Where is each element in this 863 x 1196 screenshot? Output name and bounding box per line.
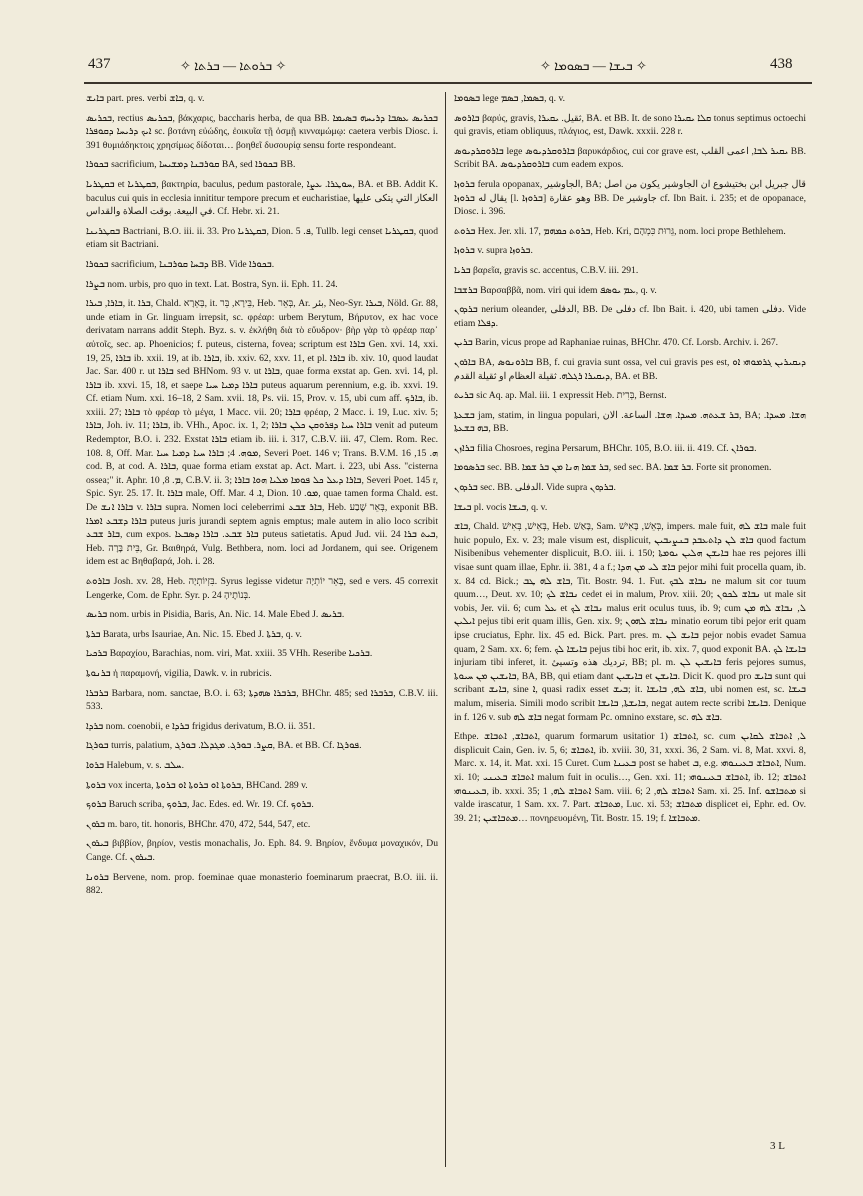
dictionary-entry: ܒܪܝܐ βαρεῖα, gravis sc. accentus, C.B.V. iii. 291. — [454, 264, 639, 276]
dictionary-entry: ܒܪܘܬܐ vox incerta, ܒܪܘܬܐ ܐܘ ܒܪܘܬܐ ܐܘ ܒܪܘܬܐ, BHCand. 289 v. — [86, 779, 308, 791]
dictionary-entry: ܒܪܘܬ Hex. Jer. xli. 17, ܒܪܘܬ ܟܡܗܡ, Heb. Kri, גֵּרוּת כִּמְהָם, nom. loci prope Bethlehem. — [454, 225, 786, 237]
left-page-number: 437 — [88, 56, 111, 72]
dictionary-entry: ܒܪܢܘܬܐ ἡ παραμονή, vigilia, Dawk. v. in rubricis. — [86, 667, 272, 679]
dictionary-entry: ܒܪܕܐ nom. coenobii, e ܒܪܕܐ frigidus derivatum, B.O. ii. 351. — [86, 720, 316, 732]
dictionary-entry: ܒܪܬܐ Barata, urbs Isauriae, An. Nic. 15. Ebed J. ܒܪܬܐ, q. v. — [86, 628, 302, 640]
dictionary-entry: ܒܐܪܐ, ܒܝܪܐ, it. ܒܪܐ, Chald. בְּאֵרָא, it. בֵּירָא, בֵּר, Heb. בְּאֵר, Ar. بئر, Neo-Syr. ܒܝܪܐ, Nöld. Gr. 88, unde etiam in Gr. linguam irrepsit, sc. φρέαρ: urbem Berytum, Βήρυτον, ex hac voce derivatam narrans addit Steph. Byz. s. v. ἐκλήθη διὰ τὸ εὔυδρον· βὴρ γὰρ τὸ φρέαρ παρ᾽ αὐτοῖς, sec. ap. Phoenicios; f. puteus, cisterna, fovea; scriptum est ܒܐܪܐ Gen. xvi. 14, xxi. 19, 25, ܒܐܪܐ ib. xxii. 19, at ib. ܒܐܪܐ, ib. xxiv. 62, xxv. 11, et pl. ܒܐܪܐ ib. xiv. 10, quod laudat Jac. Sar. 400 r. ut ܒܐܪܐ sed BHNom. 93 v. ut ܒܐܪܐ, quae forma exstat ap. Gen. xvi. 14, pl. ܒܐܪܐ ib. xxvi. 15, 18, et saepe ܒܐܪܐ ܕܡܝܐ ܚܝܐ puteus aquarum perennium, e.g. ib. xxvi. 19. Cf. etiam Num. xxi. 16–18, 2 Sam. xvii. 18, Ps. vii. 15, Prov. v. 15, ubi cum aff. ܒܐܪܟ, ib. xxiii. 27; ܒܐܪܐ τὸ φρέαρ τὸ μέγα, 1 Macc. vii. 20; ܒܐܪܐ φρέαρ, 2 Macc. i. 19, Luc. xiv. 5; ܒܐܪܐ, Joh. iv. 11; ܒܐܪܐ, ib. VHh., Apoc. ix. 1, 2; ܒܐܪܐ ܚܝܐ ܕܦܪܘܩܢ ܟܠܢ ܒܐܪܐ venit ad puteum Redemptor, B.O. i. 232. Exstat ܒܐܪܐ etiam ib. iii. i. 317, C.B.V. iii. 47, Clem. Rom. Rec. 108. 8, Off. Mar. ܡܘܗ. 4; ܒܐܪܐ ܚܝܐ ܕܡܝܐ ܚܝܐ, Severi Poet. 146 v; Trans. B.V.M. ܗ. 15, 16 cod. B, at cod. A. ܒܐܪܐ, quae forma etiam exstat ap. Act. Mart. i. 223, ubi Ass. "cisterna ossea;" it. Aphr. ܡ. 8, 10, C.B.V. ii. 3; ܒܐܪܐ ܕܥܠ ܟܠ ܦܘܡܐ ܡܠܝܐ ܗܘܐ ܒܐܪܐ, Severi Poet. 145 r, Spic. Syr. 25. 17. It. ܒܐܪܐ male, Off. Mar. ܐ. 4, Dion. ܡܘ. 10, quae tamen forma Chald. est. De ܒܐܪܐ ܐܢܫ v. ܒܐܪܐ supra. Nomen loci celeberrimi ܒܐܪ ܫܒܥ, Heb. בְּאֵר שֶׁבַע, exponit BB. ܒܐܪܐ ܕܫܒܥ ܐܡܪܐ puteus juris jurandi septem agnis emptus; male autem in alio loco scribit ܒܐܪ ܫܒܥ, cum expos. ܒܐܪ ܫܒܥ. ܒܐܪܐ ܕܣܒܥܐ puteus satietatis. Apud Jud. vii. 24 ܒܝܬ ܒܪܐ, Heb. בֵּית בָּרָה, Gr. Βαιθηρά, Vulg. Bethbera, nom. loci ad Jordanem, qui see. Origenem idem est ac Βηθαβαρά, Joh. i. 28. — [86, 298, 438, 568]
page-header — [0, 52, 863, 82]
dictionary-entry: ܒܐܪܘܬ Josh. xv. 28, Heb. בִּזְיוֹתְיָה. Syrus legisse videtur בְּאֵר יוֹתְיָה, sed e vers. 45 correxit Lengerke, Com. de Ephr. Syr. p. 24 בְּנוֹתֶיהָ. — [86, 576, 438, 601]
dictionary-entry: ܒܐܫ, Chald. בְּאֵישׁ, בְּאִישׁ, Heb. בָּאַשׁ, Sam. בְּאֵשׁ, בָּאִישׁ, impers. male fuit, ܒܐܫ ܠܗ male fuit huic populo, Ex. v. 23; male visum est, displicuit, ܒܐܫ ܠܢ ܕܐܬܥܒܕ ܒܢܨܝܒܝܢ quod factum Nisibenibus vehementer displicuit, B.O. iii. i. 150; ܒܐܝܫܢ ܗܠܝܢ ܝܘܡܬܐ hae res pejores illi visae sunt quam illae, Ephr. ii. 381, 4 a f.; ܒܐܫ ܠܝ ܡܢ ܗܕܐ pejor mihi fuit procella quam, ib. x. 84 cd. Bick.; ܒܐܫ ܠܗ ܛܒ, Tit. Bostr. 94. 1. Fut. ܢܒܐܫ ܠܒܟ ne malum sit cor tuum quum…, Deut. xv. 10; ܢܒܐܫ ܠܟ cedet ei in malum, Prov. xiii. 20; ܢܒܐܫ ܠܟܘܢ ut male sit vobis, Jer. vii. 6; cum ܥܠ et ܢܒܐܫ ܠܟ malus erit oculus tuus, ib. 9; cum ܠ, ܢܒܐܫ ܠܗ ܡܢ ܐܝܠܝܢ pejus tibi erit quam illis, Gen. xix. 9; ܢܒܐܫ ܠܗܘܢ minatio eorum tibi pejor erit quam ipse cruciatus, Ephr. lix. 45 ed. Bick. Part. pres. m. ܒܐܝܫ ܠܢ pejor nobis evadet Samua quam, 2 Sam. xx. 6; fem. ܒܐܝܫܐ ܠܟ pejus tibi hoc erit, ib. xix. 7, quod exponit BA. ܒܐܝܫܐ ܠܟ injuriam tibi inferet, it. ترديك هذه وتسيئ, BB; pl. m. ܒܐܝܫܝܢ ܠܢ feris pejores sumus, ܒܐܝܫܝܢ ܡܢ ܚܝܘܬܐ, BA, BB, qui etiam dant ܒܐܝܫܝܢ et ܒܐܝܫܢ. Dicit K. quod pro ܒܐܝܫ sunt qui scribant ܒܐܝܫ, sine ܐ, quasi radix esset ܒܝܫ; it. ܒܐܫ ܠܗ, ܒܐܝܫܐ, ubi nomen est, sc. ܒܝܫܐ malum, miseria. Simili modo scribit ܒܐܝܫܬܐ, ܒܐܝܫܐ, negat autem recte scribi ܒܐܝܫܐ. Denique in f. 126 v. sub ܒܐܫ ܠܗ negat formam Pc. omnino exstare, sc. ܒܐܫ ܠܗ. — [454, 521, 806, 723]
column-divider — [445, 92, 446, 1167]
dictionary-entry: ܒܪܝܣ nom. urbis in Pisidia, Baris, An. Nic. 14. Male Ebed J. ܒܪܝܣ. — [86, 609, 345, 621]
dictionary-entry: ܒܐܪܘܢ BA, ܒܐܪܘܢܘܣ BB, f. cui gravia sunt ossa, vel cui gravis pes est, ܕܝܩܝܪܝܢ ܓܪܡܘܗܝ ܐܘ ܕܝܩܝܪܐ ܪܓܠܗ. ثقيلة العظام او ثقيلة القدم, BA. et BB. — [454, 356, 806, 382]
dictionary-entry: ܒܣܘܡܐ lege ܒܣܡܐ, ܒܣܡ, q. v. — [454, 93, 566, 104]
dictionary-entry: ܒܪܘܢ m. baro, tit. honoris, BHChr. 470, 472, 544, 547, etc. — [86, 818, 311, 830]
dictionary-entry: ܒܪܣܘܡܐ sec. BB. ܒܪ ܫܡܐ ܗܢܐ ܡܢ ܒܪ ܫܡܐ, sed sec. BA. ܒܪ ܫܡܐ. Forte sit pronomen. — [454, 462, 772, 474]
dictionary-entry: ܒܪܫܒܐ Βαρσαββᾶ, nom. viri qui idem ܥܡ ܝܘܣܦ, q. v. — [454, 284, 657, 296]
dictionary-entry: ܒܟܘܪܐ sacrificium, ܩܘܪܒܢܐ ܕܡܫܝܚܐ BA, sed ܒܟܘܪܐ BB. — [86, 159, 296, 171]
dictionary-entry: ܒܪܘܐ Halebum, v. s. ܚܠܒ. — [86, 759, 184, 771]
dictionary-entry: ܒܪܘܟ Baruch scriba, ܒܪܘܟ, Jac. Edes. ed. Wr. 19. Cf. ܒܪܘܟ. — [86, 799, 314, 811]
right-page-number: 438 — [770, 56, 793, 72]
dictionary-entry: ܒܐܝܫ part. pres. verbi ܒܐܫ, q. v. — [86, 93, 205, 104]
dictionary-entry: ܒܩܛܪܝܢܐ Bactriani, B.O. iii. ii. 33. Pro ܒܩܛܪܝܐ, Dion. ܦ. 5, Tullb. legi censet ܒܩܛܪܝܐ, quod etiam sit Bactriani. — [86, 225, 438, 251]
dictionary-entry: ܒܟܪܝܣ, rectius ܒܟܪܝܣ, βάκχαρις, baccharis herba, de qua BB. ܒܟܪܝܣ ܥܣܒܐ ܕܪܝܚܗ ܒܣܝܡܐ ܐܝܟ ܕܪܝܚܐ ܕܩܘܦܪܐ sc. βοτάνη εὐώδης, ἐοικυῖα τῇ ὀσμῇ κινναμώμῳ: caetera verbis Diosc. i. 391 θυμιάδηκτοις χρησίμως δίδοται… βοηθεῖ δυσουρίᾳ sensu forte respondeant. — [86, 112, 438, 151]
dictionary-entry: ܒܪܝܢ Barin, vicus prope ad Raphaniae ruinas, BHChr. 470. Cf. Lorsb. Archiv. i. 267. — [454, 337, 779, 349]
dictionary-entry: ܒܐܪܘܣ βαρύς, gravis, ثقيل. ܝܩܝܪܐ, BA. et BB. It. de sono ܩܠܐ ܝܩܝܪܐ tonus septimus octoechi qui gravis, etiam obliquus, πλάγιος, est, Dawk. xxxii. 228 r. — [454, 112, 806, 138]
left-running-head: ✧ ܒܪܘܬܐ — ܒܪܬܐ ✧ — [180, 58, 287, 73]
dictionary-entry: ܒܩܛܪܝܐ et ܒܩܛܪܝܐ, βακτηρία, baculus, pedum pastorale, ܚܘܛܪܐ. ܥܨܐ, BA. et BB. Addit K. baculus cui quis in ecclesia innititur tempore precum et eucharistiae, العكاز التي يتكى عليها في البيعة. بوقت الصلاة والقداس. Cf. Hebr. xi. 21. — [86, 178, 438, 218]
dictionary-entry: ܒܪܕܘܢ sec. BB. الدفلى. Vide supra ܒܪܕܘܢ. — [454, 482, 616, 494]
dictionary-entry: ܒܨܪܐ nom. urbis, pro quo in text. Lat. Bostra, Syn. ii. Eph. 11. 24. — [86, 278, 338, 290]
header-rule — [84, 82, 812, 84]
right-running-head: ✧ ܒܝܫܐ — ܒܣܘܡܐ ✧ — [540, 58, 647, 73]
dictionary-entry: ܒܫܥܬܐ jam, statim, in lingua populari, ܒܪ ܫܥܬܗ. ܡܚܕܐ. ܗܫܐ. الساعة. الان, BA; ܗܫܐ. ܡܚܕܐ. ܒܗ ܒܫܥܬܐ, BB. — [454, 409, 806, 435]
signature-mark: 3 L — [770, 1140, 785, 1152]
dictionary-entry: ܒܘܪܓܐ turris, palatium, ܩܨܪ. ܒܘܪܓ. ܡܓܕܠܐ. ܒܘܪܓ, BA. et BB. Cf. ܦܘܪܓܐ. — [86, 740, 362, 752]
dictionary-entry: ܒܪܘܙܐ ferula opopanax, الجاوشير, BA; قال جبريل ابن بختيشوع ان الجاوشير يكون من اصل يقال له ܒܪܘܙܐ [l. ܒܪܘܙܐ] وهو عقارة BB. De جاوشير cf. Ibn Bait. i. 235; et de opopanace, Diosc. i. 396. — [454, 178, 806, 218]
dictionary-entry: Ethpe. ܐܬܒܐܫ, ܐܬܒܐܫ, quarum formarum usitatior 1) ܐܬܒܐܫ, sc. cum ܠ, ܐܬܒܐܫ ܠܩܐܝܢ displicuit Cain, Gen. iv. 5, 6; ܐܬܒܐܫ, ib. xviii. 30, 31, xxxi. 36, 2 Sam. vi. 8, Mat. xxvi. 8, Marc. x. 14, it. Mat. xxi. 15 Curet. Cum ܒܥܝܢܐ post se habet ܒ, e.g. ܐܬܒܐܫ ܒܥܝܢܘܗܝ, Num. xi. 10; ܐܬܒܐܫ ܒܥܝܢܝ malum fuit in oculis…, Gen. xxi. 11; ܐܬܒܐܫ ܒܥܝܢܘܗܝ, ib. 12; ܐܬܒܐܫ ܒܥܝܢܘܗܝ, ib. xxxi. 35; ܐܬܒܐܫ ܠܗ, 1 Sam. viii. 6; ܐܬܒܐܫ ܠܗ, 2 Sam. xi. 25. Inf. ܡܬܒܐܫܘ si valde irascatur, 1 Sam. xx. 7. Part. ܡܬܒܐܫ, Luc. xi. 53; ܡܬܒܐܫ displicet ei, Ephr. ed. Ov. 39. 21; ܡܬܒܐܫܝܢ… πονηρευομένη, Tit. Bostr. 15. 19; f. ܡܬܒܐܫܐ. — [454, 731, 806, 824]
dictionary-entry: ܒܪܒܪܐ Barbara, nom. sanctae, B.O. i. 63; ܒܪܒܪܐ ܣܗܕܬܐ, BHChr. 485; sed ܒܪܒܪܐ, C.B.V. iii. 533. — [86, 687, 438, 713]
dictionary-entry: ܒܪܘܢܐ Bervene, nom. prop. foeminae quae monasterio foeminarum praecrat, B.O. iii. ii. 882. — [86, 871, 438, 897]
left-column — [86, 92, 438, 1172]
dictionary-entry: ܒܪܝܬ sic Aq. ap. Mal. iii. 1 expressit Heb. בְּרִית, Bernst. — [454, 390, 667, 402]
dictionary-entry: ܒܪܐܙܢ filia Chosroes, regina Persarum, BHChr. 105, B.O. iii. ii. 419. Cf. ܒܘܪܐܢ. — [454, 442, 757, 454]
dictionary-entry: ܒܟܘܪܐ sacrificium, ܕܒܚܐ ܩܘܪܒܢܐ BB. Vide ܒܟܘܪܐ. — [86, 258, 275, 270]
dictionary-entry: ܒܪܕܘܢ nerium oleander, الدفلى, BB. De دفلى cf. Ibn Bait. i. 420, ubi tamen دفلى. Vide etiam ܕܦܠܐ. — [454, 304, 806, 329]
dictionary-entry: ܒܐܪܘܩܪܕܝܘܣ lege ܒܐܪܘܩܪܕܝܘܣ βαρυκάρδιος, cui cor grave est, ܝܩܝܪ ܠܒܐ, اعمى القلب BB. Scribit BA. ܒܐܪܘܩܪܕܝܘܣ cum eadem expos. — [454, 145, 806, 171]
dictionary-entry: ܒܪܟܝܐ Βαραχίου, Barachias, nom. viri, Mat. xxiii. 35 VHh. Reseribe ܒܪܟܝܐ. — [86, 648, 373, 660]
dictionary-entry: ܒܪܘܙܐ v. supra ܒܪܘܙܐ. — [454, 245, 533, 257]
dictionary-entry: ܒܝܪܘܢ βιββίον, βηρίον, vestis monachalis, Jo. Eph. 84. 9. Βηρίον, ἔνδυμα μοναχικόν, Du Cange. Cf. ܒܝܪܘܢ. — [86, 838, 438, 863]
dictionary-entry: ܒܝܫܐ pl. vocis ܒܝܫܐ, q. v. — [454, 501, 548, 513]
right-column — [454, 92, 806, 1172]
